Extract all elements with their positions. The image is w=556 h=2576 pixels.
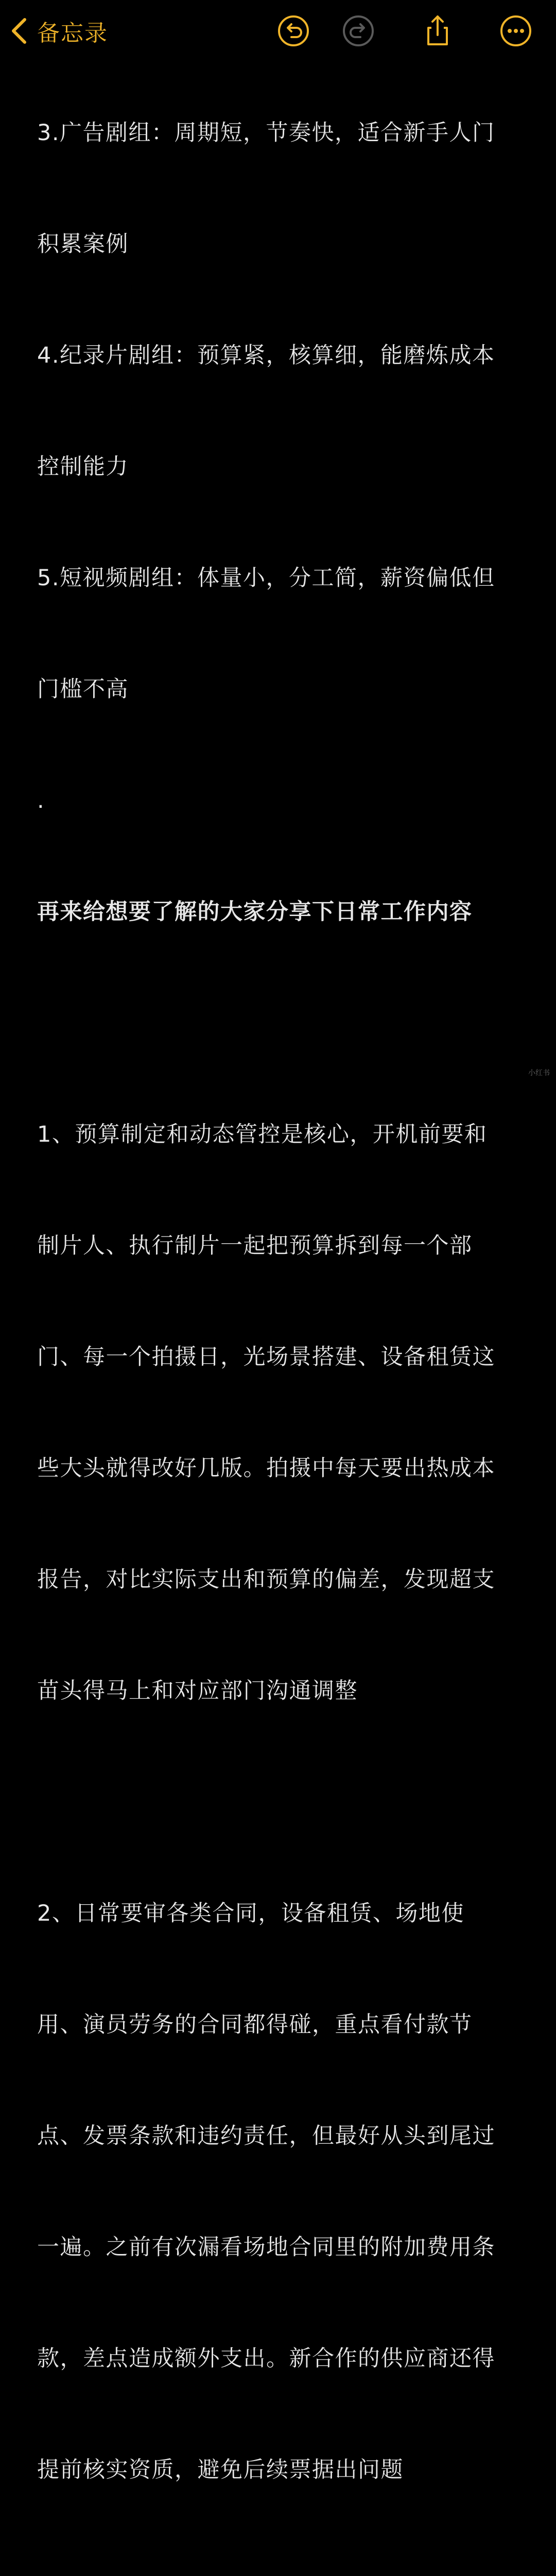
note-line: 积累案例	[37, 231, 129, 257]
note-line: 点、发票条款和违约责任，但最好从头到尾过	[37, 2123, 495, 2149]
note-line: 苗头得马上和对应部门沟通调整	[37, 1678, 358, 1704]
note-line: .	[37, 788, 45, 814]
back-label: 备忘录	[37, 20, 108, 46]
chevron-left-icon	[10, 18, 28, 44]
note-heading-line: 再来给想要了解的大家分享下日常工作内容	[37, 899, 473, 925]
note-line: 5.短视频剧组：体量小，分工简，薪资偏低但	[37, 565, 495, 591]
note-line: 用、演员劳务的合同都得碰，重点看付款节	[37, 2012, 473, 2038]
share-icon[interactable]	[421, 14, 454, 47]
blank-line	[37, 1784, 531, 1821]
note-line: 款，差点造成额外支出。新合作的供应商还得	[37, 2346, 495, 2371]
note-line: 门、每一个拍摄日，光场景搭建、设备租赁这	[37, 1344, 495, 1370]
note-line: 制片人、执行制片一起把预算拆到每一个部	[37, 1233, 473, 1259]
note-line: 4.纪录片剧组：预算紧，核算细，能磨炼成本	[37, 343, 495, 368]
note-line: 1、预算制定和动态管控是核心，开机前要和	[37, 1122, 488, 1147]
bottom-toolbar	[0, 1010, 556, 1082]
note-line: 提前核实资质，避免后续票据出问题	[37, 2457, 404, 2483]
redo-icon[interactable]	[342, 14, 375, 47]
watermark: 小红书	[528, 1069, 550, 1077]
blank-line	[37, 2563, 531, 2576]
note-body[interactable]	[37, 40, 531, 2576]
more-icon[interactable]	[499, 14, 532, 47]
note-line: 控制能力	[37, 454, 129, 480]
note-line: 3.广告剧组：周期短，节奏快，适合新手人门	[37, 120, 495, 146]
note-line: 报告，对比实际支出和预算的偏差，发现超支	[37, 1567, 495, 1592]
navigation-bar	[0, 0, 556, 62]
undo-icon[interactable]	[277, 14, 310, 47]
note-line: 些大头就得改好几版。拍摄中每天要出热成本	[37, 1455, 495, 1481]
note-line: 门槛不高	[37, 676, 129, 702]
note-line: 一遍。之前有次漏看场地合同里的附加费用条	[37, 2234, 495, 2260]
note-line: 2、日常要审各类合同，设备租赁、场地使	[37, 1901, 464, 1926]
back-button[interactable]	[10, 14, 108, 47]
